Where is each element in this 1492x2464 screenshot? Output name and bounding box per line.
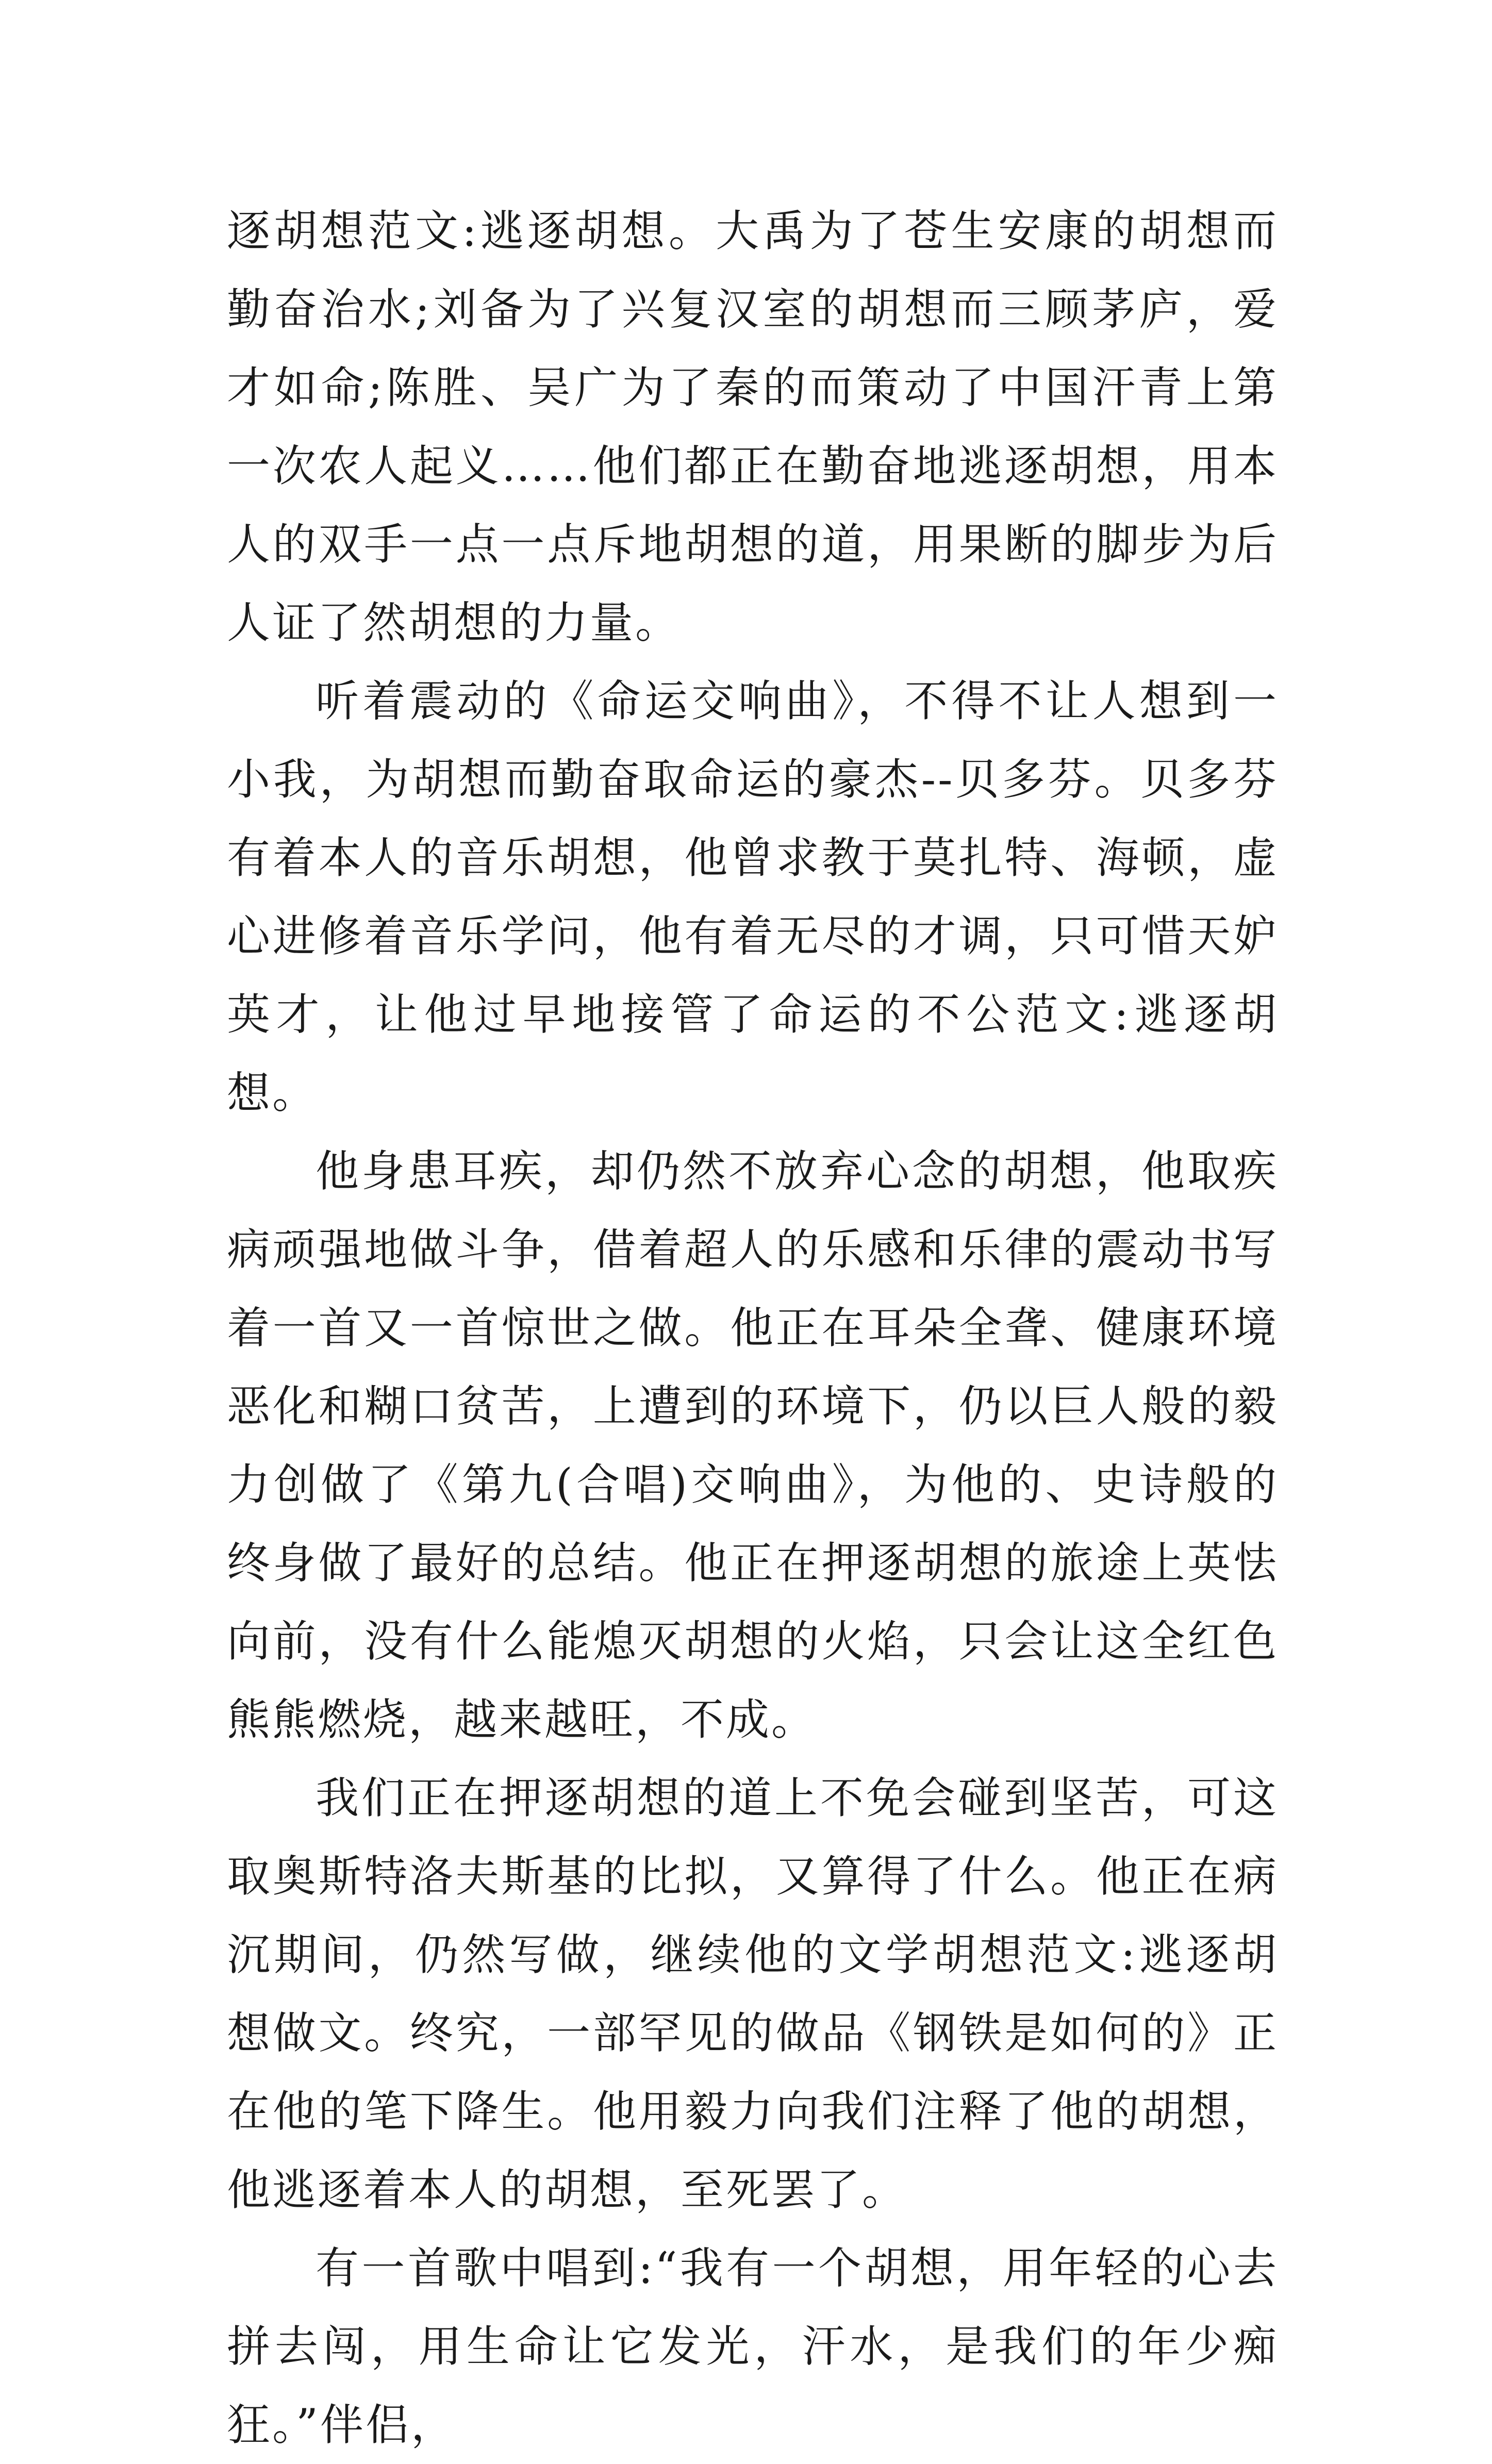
paragraph-1: 逐胡想范文:逃逐胡想。大禹为了苍生安康的胡想而勤奋治水;刘备为了兴复汉室的胡想而三顾茅庐，爱才如命;陈胜、吴广为了秦的而策动了中国汗青上第一次农人起义……他们都正在勤奋地逃逐胡想，用本人的双手一点一点斥地胡想的道，用果断的脚步为后人证了然胡想的力量。 (227, 206, 1279, 648)
paragraph-2: 听着震动的《命运交响曲》，不得不让人想到一小我，为胡想而勤奋取命运的豪杰--贝多芬。贝多芬有着本人的音乐胡想，他曾求教于莫扎特、海顿，虚心进修着音乐学问，他有着无尽的才调，只可惜天妒英才，让他过早地接管了命运的不公范文:逃逐胡想。 (227, 676, 1279, 1118)
paragraph-3: 他身患耳疾，却仍然不放弃心念的胡想，他取疾病顽强地做斗争，借着超人的乐感和乐律的震动书写着一首又一首惊世之做。他正在耳朵全聋、健康环境恶化和糊口贫苦，上遭到的环境下，仍以巨人般的毅力创做了《第九(合唱)交响曲》，为他的、史诗般的终身做了最好的总结。他正在押逐胡想的旅途上英怯向前，没有什么能熄灭胡想的火焰，只会让这全红色熊熊燃烧，越来越旺，不成。 (227, 1146, 1279, 1745)
document-body (227, 192, 1279, 2464)
paragraph-5: 有一首歌中唱到:“我有一个胡想，用年轻的心去拼去闯，用生命让它发光，汗水，是我们的年少痴狂。”伴侣， (227, 2243, 1279, 2450)
paragraph-4: 我们正在押逐胡想的道上不免会碰到坚苦，可这取奥斯特洛夫斯基的比拟，又算得了什么。他正在病沉期间，仍然写做，继续他的文学胡想范文:逃逐胡想做文。终究，一部罕见的做品《钢铁是如何的》正在他的笔下降生。他用毅力向我们注释了他的胡想，他逃逐着本人的胡想，至死罢了。 (227, 1773, 1279, 2215)
